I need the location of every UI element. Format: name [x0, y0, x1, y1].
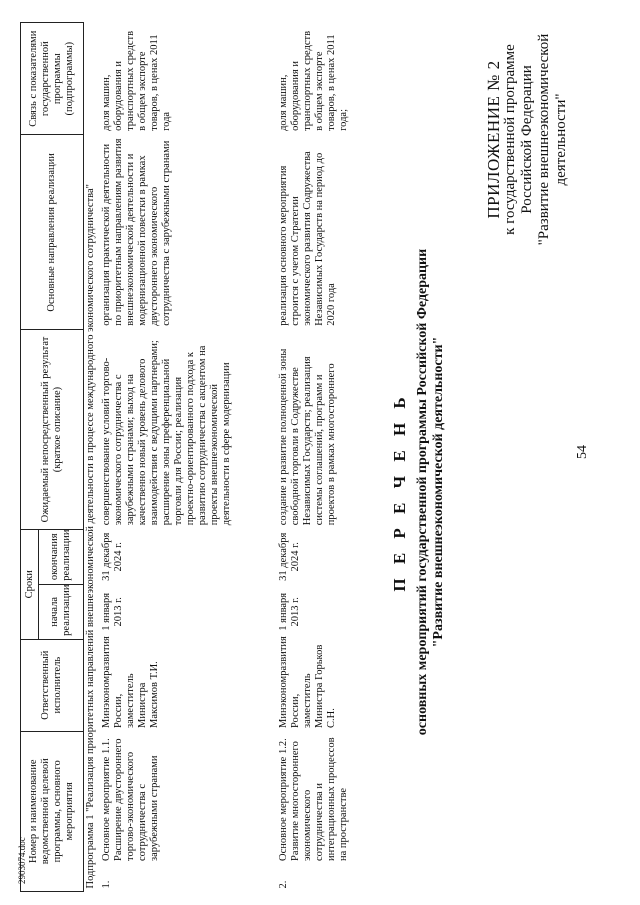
- table-row: [100, 23, 277, 892]
- row-number: 1.: [101, 880, 112, 889]
- header-executor: Ответственный исполнитель: [21, 639, 84, 731]
- measure-directions: организация практической деятельности по приоритетным направлениям развития внешнеэкономической деятельности и модернизационной повестки в рамках двустороннего экономического сотрудничества с зарубежными странами: [101, 138, 172, 326]
- appendix-block: [485, 7, 570, 272]
- appendix-line: к государственной программе: [502, 44, 518, 235]
- measure-directions: реализация основного мероприятия строится с учетом Стратегии экономического развития Содружества Независимых Государств на период до 2020 года: [278, 151, 338, 326]
- header-indicators: Связь с показателями государственной программы (подпрограммы): [21, 23, 84, 135]
- appendix-line: деятельности": [553, 93, 569, 186]
- header-start: начала реализации: [39, 584, 84, 639]
- header-terms: Сроки: [21, 529, 39, 639]
- measure-name: Основное мероприятие 1.1. Расширение двустороннего торгово-экономического сотрудничества с зарубежными странами: [101, 738, 160, 861]
- page-number: 54: [575, 445, 590, 459]
- rotated-document-page: [15, 12, 625, 892]
- header-result: Ожидаемый непосредственный результат (краткое описание): [21, 330, 84, 529]
- appendix-line: "Развитие внешнеэкономической: [536, 33, 552, 246]
- table-row: [277, 23, 375, 892]
- measure-start: 1 января 2013 г.: [278, 592, 302, 631]
- program-name: "Развитие внешнеэкономической деятельности": [431, 336, 446, 648]
- measure-result: совершенствование условий торгово-экономического сотрудничества с зарубежными странами; выход на качественно новый уровень делового взаимодействия с ведущими партнерами; расширение зоны преференциальной торговли для России; реализация проектно-ориентированного подхода к развитию сотрудничества с акцентом на проекты внешнеэкономической деятельности в сфере модернизации: [101, 340, 232, 526]
- appendix-title: ПРИЛОЖЕНИЕ № 2: [484, 60, 503, 219]
- measure-indicators: доля машин, оборудования и транспортных средств в общем экспорте товаров, в ценах 2011 года: [101, 30, 172, 131]
- document-title: П Е Р Е Ч Е Н Ь: [390, 392, 409, 592]
- document-title-block: [390, 172, 447, 812]
- measure-end: 31 декабря 2024 г.: [101, 532, 124, 581]
- measure-end: 31 декабря 2024 г.: [278, 532, 302, 581]
- measure-start: 1 января 2013 г.: [101, 592, 124, 631]
- measures-table: [20, 22, 375, 892]
- subprogram-row: [84, 23, 101, 892]
- header-end: окончания реализации: [39, 529, 84, 584]
- header-directions: Основные направления реализации: [21, 135, 84, 330]
- subprogram-title: Подпрограмма 1 "Реализация приоритетных направлений внешнеэкономической деятельности в процессе международного экономического сотрудничества": [85, 184, 96, 889]
- measure-executor: Минэкономразвития России, заместитель Министра Горьков С.Н.: [278, 636, 338, 729]
- header-name: Номер и наименование ведомственной целевой программы, основного мероприятия: [21, 731, 84, 891]
- row-number: 2.: [278, 880, 290, 889]
- measure-executor: Минэкономразвития России, заместитель Министра Максимов Т.И.: [101, 636, 160, 729]
- measure-indicators: доля машин, оборудования и транспортных средств в общем экспорте товаров, в ценах 2011 года;: [278, 30, 350, 131]
- file-code: 2903074.doc: [17, 837, 27, 884]
- measure-name: Основное мероприятие 1.2. Развитие многостороннего экономического сотрудничества и интеграционных процессов на пространстве: [278, 737, 350, 861]
- measure-result: создание и развитие полноценной зоны свободной торговли в Содружестве Независимых Государств; реализация системы соглашений, программ и проектов в рамках многостороннего: [278, 348, 338, 526]
- document-subtitle: основных мероприятий государственной программы Российской Федерации: [415, 248, 430, 736]
- appendix-line: Российской Федерации: [519, 65, 535, 214]
